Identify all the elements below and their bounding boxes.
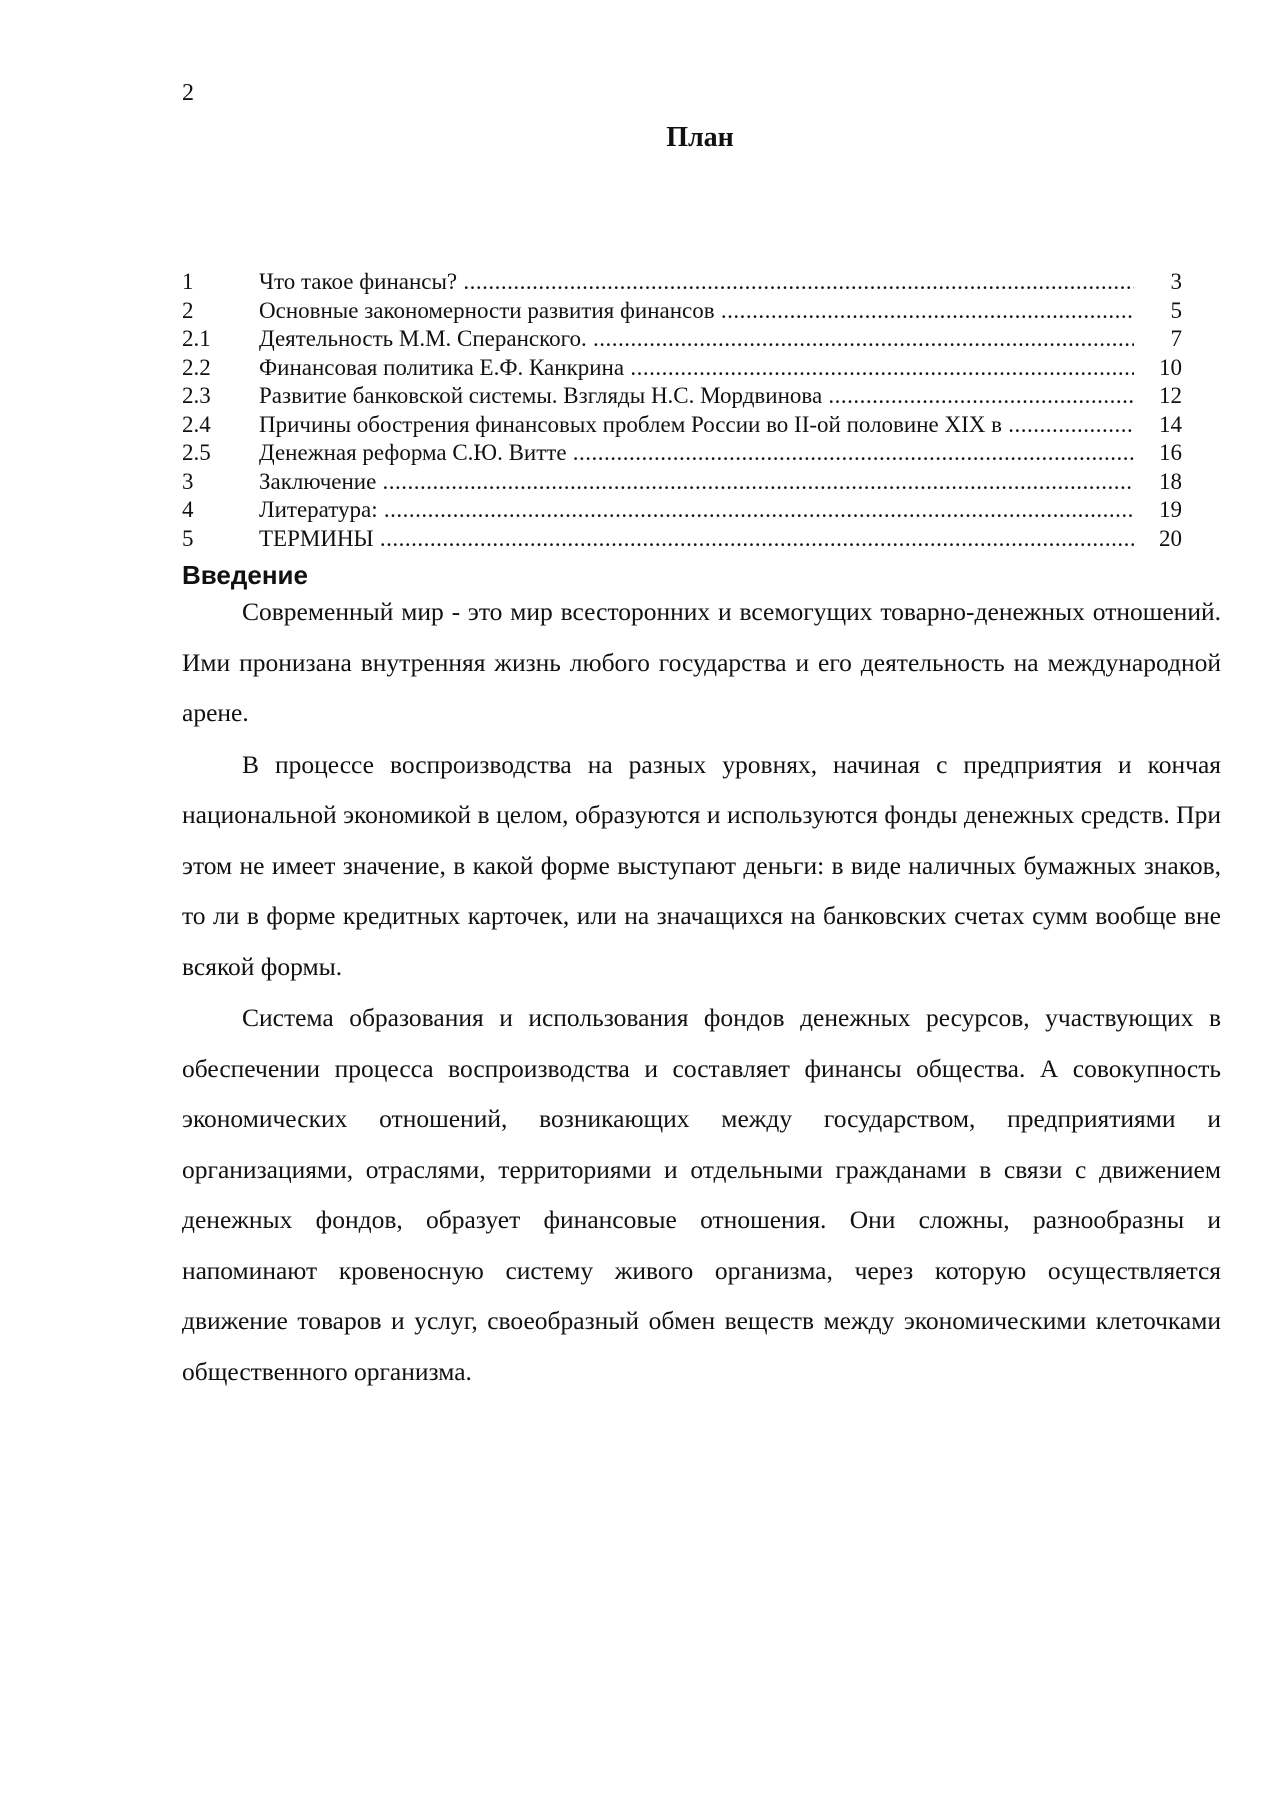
toc-entry[interactable] bbox=[182, 297, 1182, 326]
toc-entry-title: Денежная реформа С.Ю. Витте ..... bbox=[259, 439, 1134, 468]
toc-entry-page: 20 bbox=[1159, 525, 1182, 551]
toc-entry-title: Причины обострения финансовых проблем России во II-ой половине XIX в ..... bbox=[259, 411, 1134, 440]
toc-entry-number: 2 bbox=[182, 297, 194, 323]
toc-entry-number: 2.2 bbox=[182, 354, 211, 380]
toc-entry-page: 18 bbox=[1159, 468, 1182, 494]
toc-entry-number: 2.3 bbox=[182, 383, 211, 408]
toc-entry[interactable] bbox=[182, 496, 1182, 525]
toc-entry-number: 3 bbox=[182, 468, 194, 494]
introduction-paragraph: Современный мир - это мир всесторонних и всемогущих товарно-денежных отношений. Ими пронизана внутренняя жизнь любого государства и его деятельность на международной арене. bbox=[182, 597, 1221, 727]
toc-entry[interactable] bbox=[182, 268, 1182, 297]
toc-entry-page: 12 bbox=[1159, 383, 1182, 408]
toc-entry-page: 3 bbox=[1170, 269, 1182, 294]
toc-entry-page: 5 bbox=[1170, 297, 1182, 323]
toc-entry-page: 7 bbox=[1170, 326, 1182, 351]
toc-entry[interactable] bbox=[182, 439, 1182, 468]
toc-entry-title: Основные закономерности развития финансов ..... bbox=[259, 297, 1134, 326]
toc-entry-page: 14 bbox=[1159, 411, 1182, 437]
toc-entry-title: Деятельность М.М. Сперанского. ..... bbox=[259, 325, 1134, 354]
toc-entry[interactable] bbox=[182, 325, 1182, 354]
toc-entry[interactable] bbox=[182, 525, 1182, 554]
toc-entry-number: 2.1 bbox=[182, 326, 211, 351]
toc-entry[interactable] bbox=[182, 354, 1182, 383]
toc-entry-title: Что такое финансы? ..... bbox=[259, 268, 1134, 297]
plan-title: План bbox=[666, 122, 734, 153]
toc-entry[interactable] bbox=[182, 411, 1182, 440]
toc-entry-page: 10 bbox=[1159, 354, 1182, 380]
introduction-paragraph: Система образования и использования фондов денежных ресурсов, участвующих в обеспечении процесса воспроизводства и составляет финансы общества. А совокупность экономических отношений, возникающих между государством, предприятиями и организациями, отраслями, территориями и отдельными гражданами в связи с движением денежных фондов, образует финансовые отношения. Они сложны, разнообразны и напоминают кровеносную систему живого организма, через которую осуществляется движение товаров и услуг, своеобразный обмен веществ между экономическими клеточками общественного организма. bbox=[182, 1003, 1221, 1386]
toc-entry-page: 19 bbox=[1159, 497, 1182, 522]
page-number: 2 bbox=[182, 80, 194, 106]
toc-entry-title: Литература: ..... bbox=[259, 496, 1134, 525]
toc-entry-number: 2.5 bbox=[182, 440, 211, 465]
introduction-heading: Введение bbox=[182, 560, 308, 590]
toc-entry-number: 2.4 bbox=[182, 411, 211, 437]
toc-entry-page: 16 bbox=[1159, 440, 1182, 465]
toc-entry-number: 4 bbox=[182, 497, 194, 522]
introduction-body bbox=[182, 587, 1221, 1397]
table-of-contents bbox=[182, 268, 1182, 553]
toc-entry-title: ТЕРМИНЫ ..... bbox=[259, 525, 1134, 554]
introduction-paragraph: В процессе воспроизводства на разных уровнях, начиная с предприятия и кончая национальной экономикой в целом, образуются и используются фонды денежных средств. При этом не имеет значение, в какой форме выступают деньги: в виде наличных бумажных знаков, то ли в форме кредитных карточек, или на значащихся на банковских счетах сумм вообще вне всякой формы. bbox=[182, 749, 1221, 981]
toc-entry-title: Финансовая политика Е.Ф. Канкрина ..... bbox=[259, 354, 1134, 383]
toc-entry-number: 1 bbox=[182, 269, 194, 294]
toc-entry[interactable] bbox=[182, 468, 1182, 497]
toc-entry[interactable] bbox=[182, 382, 1182, 411]
toc-entry-number: 5 bbox=[182, 525, 194, 551]
toc-entry-title: Развитие банковской системы. Взгляды Н.С. Мордвинова ..... bbox=[259, 382, 1134, 411]
toc-entry-title: Заключение ..... bbox=[259, 468, 1134, 497]
